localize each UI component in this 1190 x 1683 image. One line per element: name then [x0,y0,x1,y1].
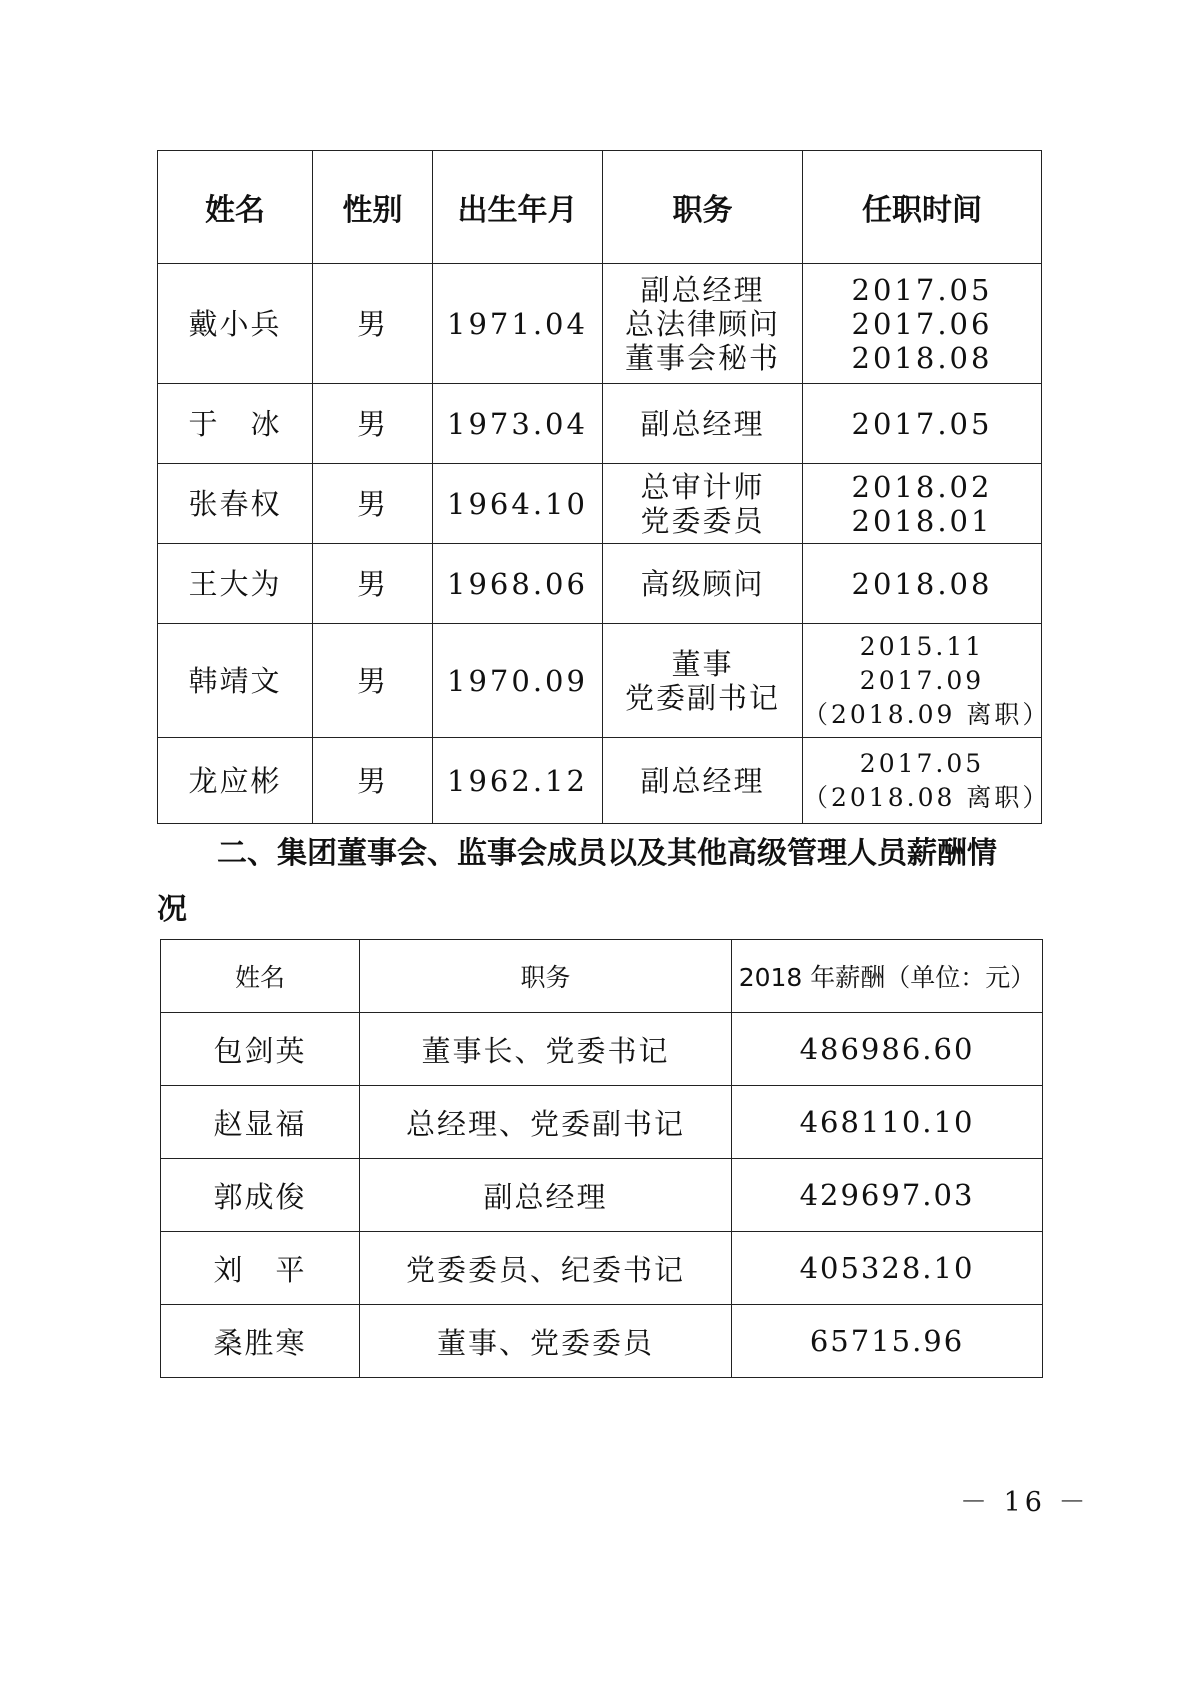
page-number: － 16 － [960,1487,1090,1518]
date-line: 2017.05 [859,748,985,778]
table-row [158,624,1042,738]
cell-position: 党委委员、纪委书记 [360,1232,732,1305]
cell-name: 韩靖文 [158,624,313,738]
position-line: 总法律顾问 [624,306,780,341]
header-name: 姓名 [161,940,360,1013]
cell-name: 龙应彬 [158,738,313,824]
position-line: 副总经理 [640,272,765,307]
cell-position: 总经理、党委副书记 [360,1086,732,1159]
cell-salary: 429697.03 [732,1159,1043,1232]
cell-name: 刘 平 [161,1232,360,1305]
cell-positions [603,384,803,464]
table-header-row [158,151,1042,264]
cell-gender: 男 [313,464,433,544]
cell-gender: 男 [313,264,433,384]
header-position: 职务 [603,151,803,264]
date-line: 2017.05 [851,272,993,307]
cell-salary: 405328.10 [732,1232,1043,1305]
position-line: 董事会秘书 [624,340,780,375]
header-salary: 2018 年薪酬（单位：元） [732,940,1043,1013]
header-birth: 出生年月 [433,151,603,264]
salary-table [160,939,1043,1378]
header-name: 姓名 [158,151,313,264]
table-row [161,1305,1043,1378]
cell-birth: 1971.04 [433,264,603,384]
cell-dates [803,384,1042,464]
cell-positions [603,464,803,544]
position-line: 高级顾问 [640,566,765,601]
table-row [158,264,1042,384]
cell-dates [803,544,1042,624]
cell-positions [603,544,803,624]
cell-name: 赵显福 [161,1086,360,1159]
management-table [157,150,1051,824]
table-row [161,1159,1043,1232]
date-line: 2015.11 [859,631,985,661]
cell-salary: 486986.60 [732,1013,1043,1086]
table-row [158,544,1042,624]
cell-name: 王大为 [158,544,313,624]
date-line: （2018.08 离职） [803,782,1051,812]
cell-dates [803,264,1042,384]
cell-salary: 468110.10 [732,1086,1043,1159]
position-line: 副总经理 [640,406,765,441]
date-line: 2017.06 [851,306,993,341]
position-line: 党委副书记 [624,680,780,715]
section-heading: 二、集团董事会、监事会成员以及其他高级管理人员薪酬情 [217,836,997,871]
cell-name: 戴小兵 [158,264,313,384]
table-row [161,1232,1043,1305]
header-tenure: 任职时间 [803,151,1042,264]
cell-dates [803,464,1042,544]
cell-positions [603,264,803,384]
cell-name: 包剑英 [161,1013,360,1086]
cell-birth: 1964.10 [433,464,603,544]
cell-name: 桑胜寒 [161,1305,360,1378]
cell-gender: 男 [313,624,433,738]
date-line: （2018.09 离职） [803,699,1051,729]
cell-gender: 男 [313,738,433,824]
cell-birth: 1968.06 [433,544,603,624]
cell-name: 于 冰 [158,384,313,464]
cell-gender: 男 [313,544,433,624]
cell-positions [603,738,803,824]
date-line: 2018.02 [851,469,993,504]
cell-dates [803,624,1051,738]
cell-gender: 男 [313,384,433,464]
header-gender: 性别 [313,151,433,264]
table-row [161,1086,1043,1159]
header-position: 职务 [360,940,732,1013]
cell-salary: 65715.96 [732,1305,1043,1378]
cell-positions [603,624,803,738]
date-line: 2018.08 [851,566,993,601]
position-line: 党委委员 [640,503,765,538]
date-line: 2017.05 [851,406,993,441]
table-row [161,1013,1043,1086]
table-row [158,738,1042,824]
cell-birth: 1962.12 [433,738,603,824]
date-line: 2017.09 [859,665,985,695]
position-line: 董事 [671,646,734,681]
section-heading-continued: 况 [157,892,187,927]
cell-name: 张春权 [158,464,313,544]
cell-position: 董事长、党委书记 [360,1013,732,1086]
table-row [158,384,1042,464]
cell-birth: 1973.04 [433,384,603,464]
cell-position: 董事、党委委员 [360,1305,732,1378]
date-line: 2018.08 [851,340,993,375]
table-header-row [161,940,1043,1013]
cell-name: 郭成俊 [161,1159,360,1232]
cell-birth: 1970.09 [433,624,603,738]
cell-position: 副总经理 [360,1159,732,1232]
position-line: 副总经理 [640,763,765,798]
cell-dates [803,738,1051,824]
date-line: 2018.01 [851,503,993,538]
position-line: 总审计师 [640,469,765,504]
table-row [158,464,1042,544]
